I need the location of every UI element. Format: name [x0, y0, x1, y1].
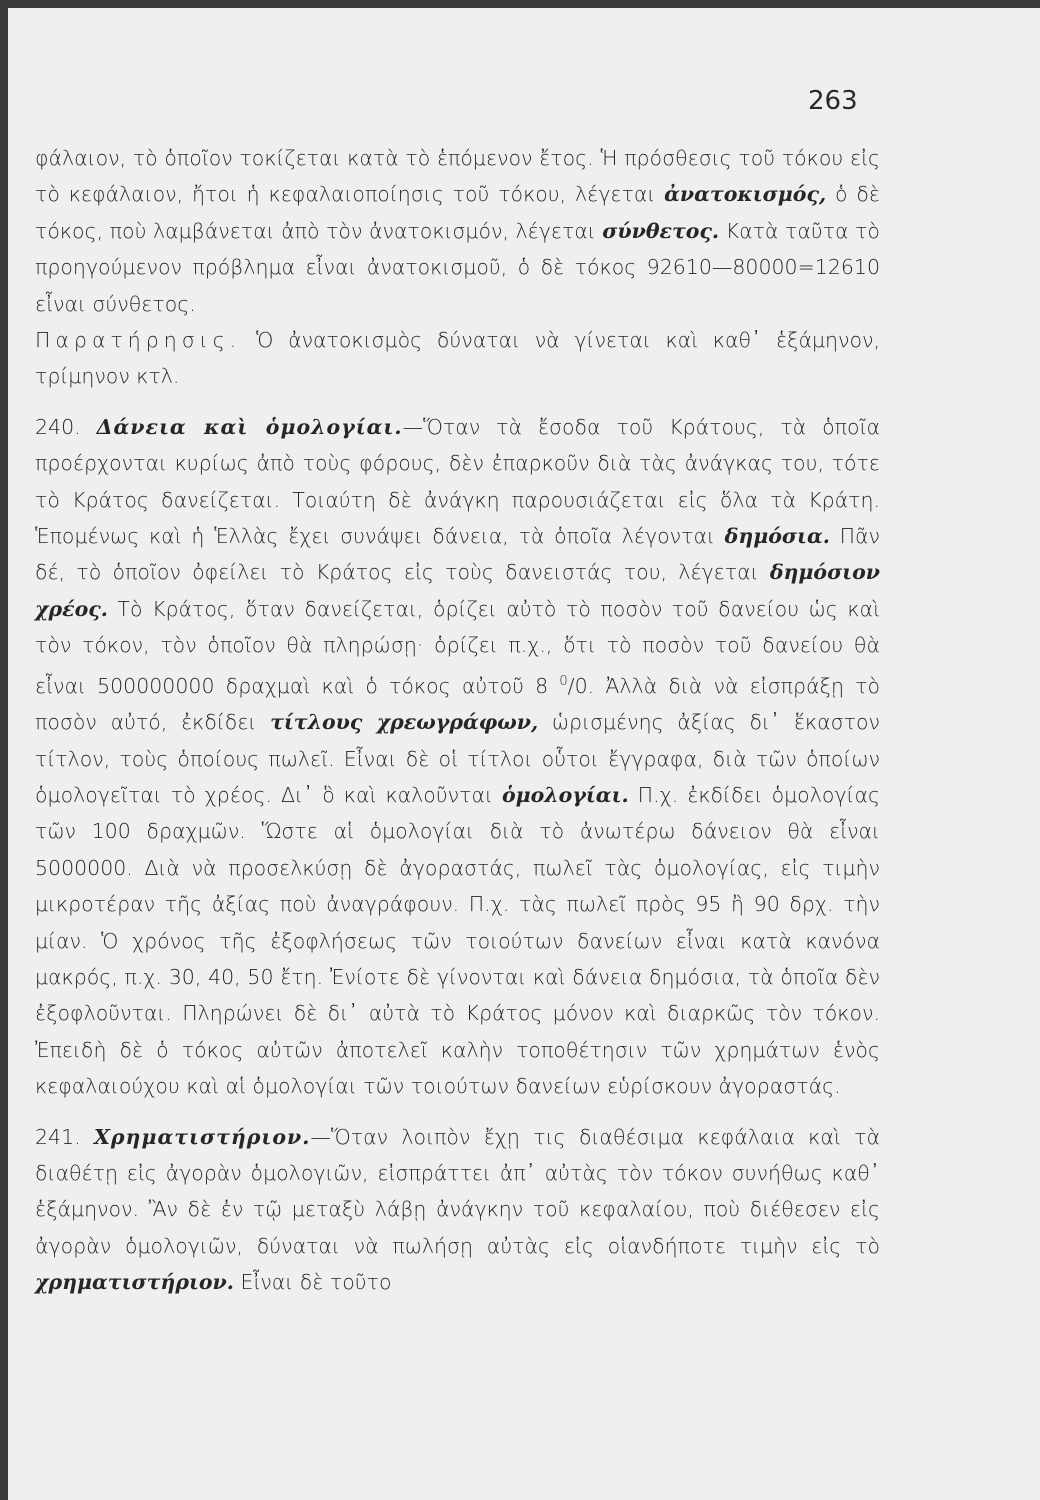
body-text — [35, 140, 880, 1301]
text-run: 241. — [35, 1124, 95, 1149]
emphasized-term: σύνθετος. — [602, 218, 720, 243]
text-run: Εἶναι δὲ τοῦτο — [233, 1270, 392, 1295]
subscript: 0 — [574, 673, 588, 698]
emphasized-term: δημόσιον χρέος. — [35, 560, 880, 621]
text-run: —Ὅταν λοιπὸν ἔχῃ τις διαθέσιμα κεφάλαια καὶ τὰ διαθέτῃ εἰς ἀγορὰν ὁμολογιῶν, εἰσπράττει ἀπ᾽ αὐτὰς τὸν τόκον συνήθως καθ᾽ ἑξάμηνον. Ἂν δὲ ἐν τῷ μεταξὺ λάβῃ ἀνάγκην τοῦ κεφαλαίου, ποὺ διέθεσεν εἰς ἀγορὰν ὁμολογιῶν, δύναται νὰ πωλήσῃ αὐτὰς εἰς οἱανδήποτε τιμὴν εἰς τὸ — [35, 1124, 880, 1258]
emphasized-term: δημόσια. — [724, 524, 830, 549]
text-run: Κατὰ ταῦτα τὸ προηγούμενον πρόβλημα εἶναι ἀνατοκισμοῦ, ὁ δὲ τόκος 92610—80000=12610 εἶναι σύνθετος. — [35, 218, 880, 316]
text-run: / — [567, 673, 575, 698]
text-run: Ὁ ἀνατοκισμὸς δύναται νὰ γίνεται καὶ καθ᾽ ἑξάμηνον, τρίμηνον κτλ. — [35, 328, 880, 389]
text-run: ὡρισμένης ἀξίας δι᾽ ἕκαστον τίτλον, τοὺς ὁποίους πωλεῖ. Εἶναι δὲ οἱ τίτλοι οὗτοι ἔγγραφα, διὰ τῶν ὁποίων ὁμολογεῖται τὸ χρέος. Δι᾽ ὃ καὶ καλοῦνται — [35, 710, 880, 807]
paragraph-section-241 — [35, 1119, 880, 1301]
page-number: 263 — [808, 86, 858, 116]
section-heading: Χρηματιστήριον. — [94, 1124, 311, 1149]
text-run: Π.χ. ἐκδίδει ὁμολογίας τῶν 100 δραχμῶν. Ὥστε αἱ ὁμολογίαι διὰ τὸ ἀνωτέρω δάνειον θὰ εἶναι 5000000. Διὰ νὰ προσελκύσῃ δὲ ἀγοραστάς, πωλεῖ τὰς ὁμολογίας, εἰς τιμὴν μικροτέραν τῆς ἀξίας ποὺ ἀναγράφουν. Π.χ. τὰς πωλεῖ πρὸς 95 ἢ 90 δρχ. τὴν μίαν. Ὁ χρόνος τῆς ἐξοφλήσεως τῶν τοιούτων δανείων εἶναι κατὰ κανόνα μακρός, π.χ. 30, 40, 50 ἔτη. Ἐνίοτε δὲ γίνονται καὶ δάνεια δημόσια, τὰ ὁποῖα δὲν ἐξοφλοῦνται. Πληρώνει δὲ δι᾽ αὐτὰ τὸ Κράτος μόνον καὶ διαρκῶς τὸν τόκον. Ἐπειδὴ δὲ ὁ τόκος αὐτῶν ἀποτελεῖ καλὴν τοποθέτησιν τῶν χρημάτων ἑνὸς κεφαλαιούχου καὶ αἱ ὁμολογίαι τῶν τοιούτων δανείων εὑρίσκουν ἀγοραστάς. — [35, 782, 880, 1099]
emphasized-term: χρηματιστήριον. — [35, 1270, 234, 1295]
emphasized-term: τίτλους χρεωγράφων, — [270, 710, 539, 735]
text-run: Πᾶν δέ, τὸ ὁποῖον ὀφείλει τὸ Κράτος εἰς τοὺς δανειστάς του, λέγεται — [35, 524, 880, 585]
emphasized-term: ἀνατοκισμός, — [664, 182, 827, 207]
book-page — [8, 8, 1040, 1500]
emphasized-term: ὁμολογίαι. — [501, 782, 629, 807]
paragraph-remark — [35, 322, 880, 395]
text-run: . Ἀλλὰ διὰ νὰ εἰσπράξῃ τὸ ποσὸν αὐτό, ἐκδίδει — [35, 673, 880, 735]
text-run: 240. — [35, 414, 97, 439]
text-run: φάλαιον, τὸ ὁποῖον τοκίζεται κατὰ τὸ ἑπόμενον ἔτος. Ἡ πρόσθεσις τοῦ τόκου εἰς τὸ κεφάλαιον, ἤτοι ἡ κεφαλαιοποίησις τοῦ τόκου, λέγεται — [35, 146, 880, 207]
superscript: 0 — [559, 673, 568, 689]
text-run: ὁ δὲ τόκος, ποὺ λαμβάνεται ἀπὸ τὸν ἀνατοκισμόν, λέγεται — [35, 182, 880, 243]
text-run: —Ὅταν τὰ ἔσοδα τοῦ Κράτους, τὰ ὁποῖα προέρχονται κυρίως ἀπὸ τοὺς φόρους, δὲν ἐπαρκοῦν διὰ τὰς ἀνάγκας του, τότε τὸ Κράτος δανείζεται. Τοιαύτη δὲ ἀνάγκη παρουσιάζεται εἰς ὅλα τὰ Κράτη. Ἑπομένως καὶ ἡ Ἑλλὰς ἔχει συνάψει δάνεια, τὰ ὁποῖα λέγονται — [35, 414, 880, 549]
text-run: Τὸ Κράτος, ὅταν δανείζεται, ὁρίζει αὐτὸ τὸ ποσὸν τοῦ δανείου ὡς καὶ τὸν τόκον, τὸν ὁποῖον θὰ πληρώσῃ· ὁρίζει π.χ., ὅτι τὸ ποσὸν τοῦ δανείου θὰ εἶναι 500000000 δραχμαὶ καὶ ὁ τόκος αὐτοῦ 8 — [35, 596, 880, 698]
paragraph-compound-interest — [35, 140, 880, 322]
paragraph-section-240 — [35, 409, 880, 1105]
section-heading: Δάνεια καὶ ὁμολογίαι. — [96, 414, 403, 439]
spaced-label: Παρατήρησις. — [35, 328, 242, 353]
